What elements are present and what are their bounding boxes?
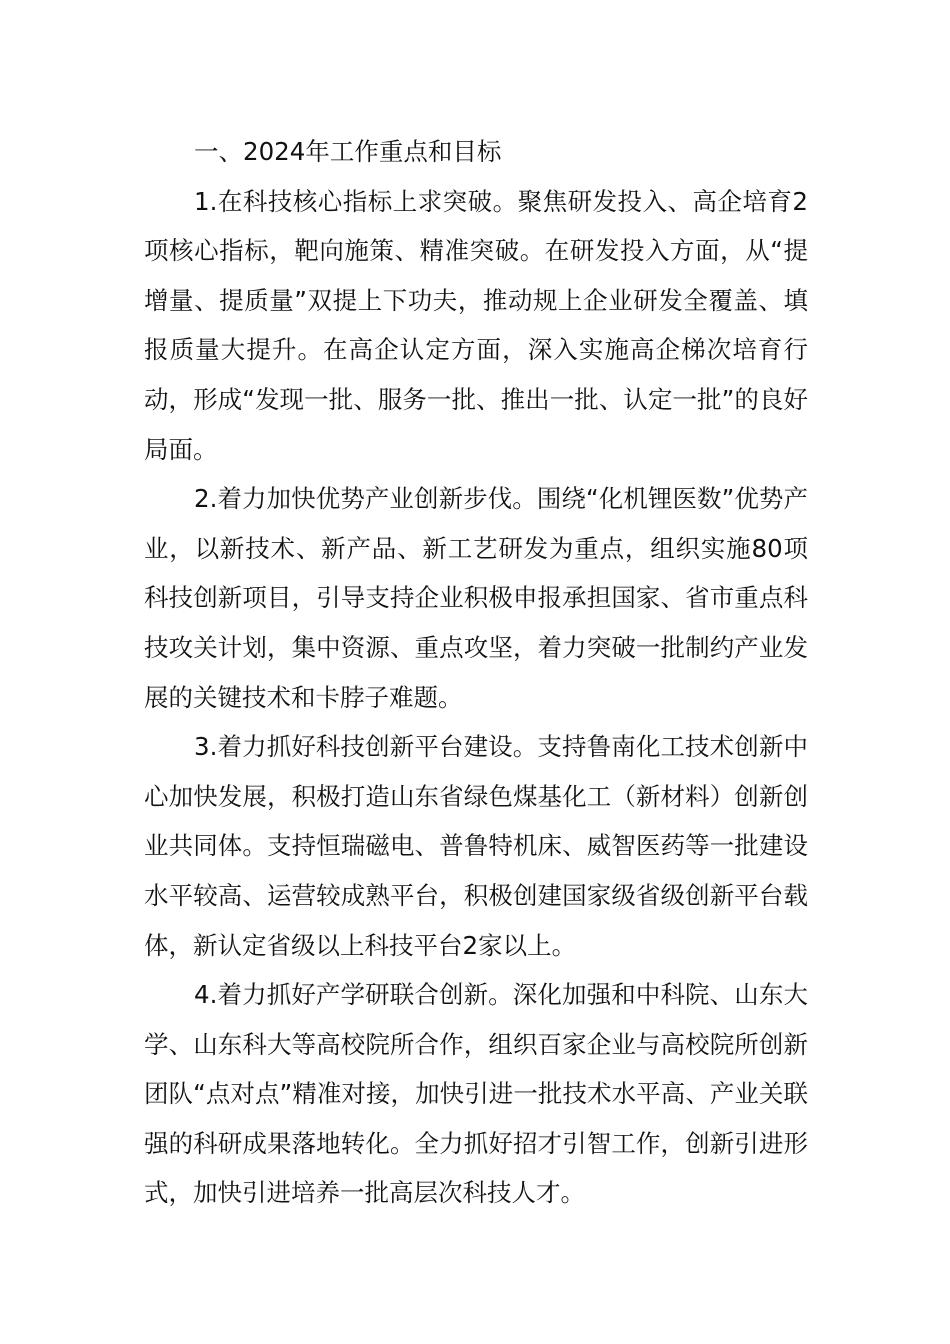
paragraph-4: 4.着力抓好产学研联合创新。深化加强和中科院、山东大学、山东科大等高校院所合作，组织百家企业与高校院所创新团队“点对点”精准对接，加快引进一批技术水平高、产业关联强的科研成果落地转化。全力抓好招才引智工作，创新引进形式，加快引进培养一批高层次科技人才。 [144, 980, 808, 1208]
document-body [144, 127, 808, 1218]
paragraph-3: 3.着力抓好科技创新平台建设。支持鲁南化工技术创新中心加快发展，积极打造山东省绿色煤基化工（新材料）创新创业共同体。支持恒瑞磁电、普鲁特机床、威智医药等一批建设水平较高、运营较成熟平台，积极创建国家级省级创新平台载体，新认定省级以上科技平台2家以上。 [144, 732, 808, 960]
section-heading: 一、2024年工作重点和目标 [194, 137, 502, 166]
paragraph-1: 1.在科技核心指标上求突破。聚焦研发投入、高企培育2项核心指标，靶向施策、精准突破。在研发投入方面，从“提增量、提质量”双提上下功夫，推动规上企业研发全覆盖、填报质量大提升。在高企认定方面，深入实施高企梯次培育行动，形成“发现一批、服务一批、推出一批、认定一批”的良好局面。 [144, 186, 808, 464]
paragraph-2: 2.着力加快优势产业创新步伐。围绕“化机锂医数”优势产业，以新技术、新产品、新工艺研发为重点，组织实施80项科技创新项目，引导支持企业积极申报承担国家、省市重点科技攻关计划，集中资源、重点攻坚，着力突破一批制约产业发展的关键技术和卡脖子难题。 [144, 484, 808, 712]
